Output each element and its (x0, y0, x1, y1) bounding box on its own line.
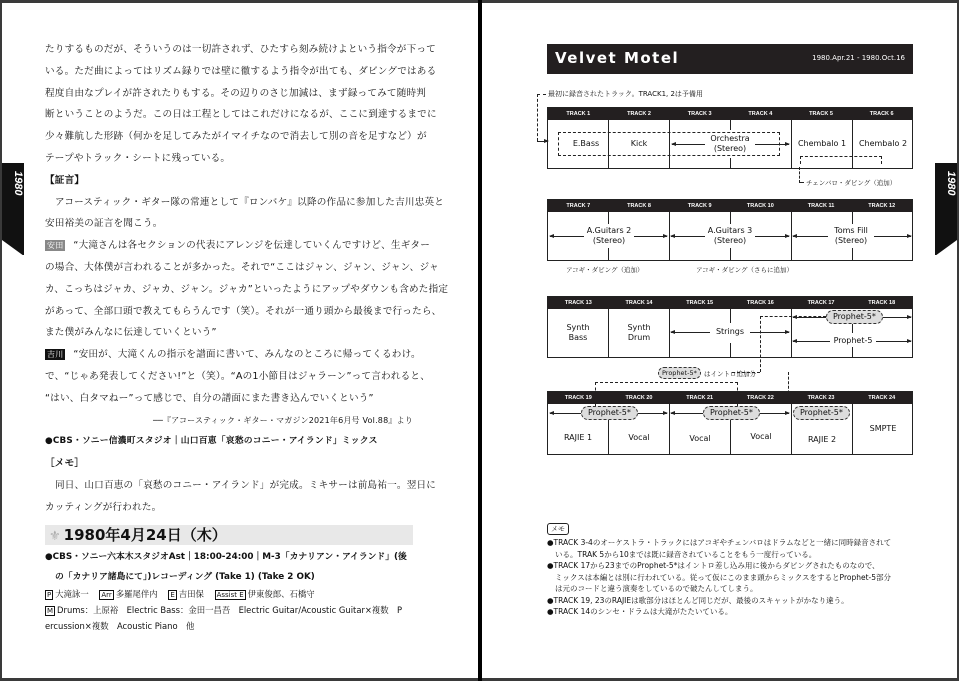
text-line: アコースティック・ギター隊の常連として『ロンバケ』以降の作品に参加した吉川忠英と (55, 196, 445, 208)
track-header: TRACK 1 (566, 111, 591, 117)
track-label: Prophet-5 (830, 336, 876, 346)
track-label: Vocal (741, 432, 781, 442)
quote-source: ──『アコースティック・ギター・マガジン2021年6月号 Vol.88』より (152, 415, 413, 425)
body-text (45, 39, 449, 519)
memo-heading: ［メモ］ (45, 458, 85, 470)
track-header: TRACK 13 (564, 300, 592, 306)
track-label (705, 134, 755, 154)
track-sheet-title-bar (547, 44, 913, 74)
label-line: A.Guitars 3 (707, 226, 753, 235)
track-label: RAJIE 2 (800, 435, 844, 445)
text-line: “大滝さんは各セクションの代表にアレンジを伝達していくんですけど、生ギター (73, 240, 430, 252)
divider (608, 309, 609, 357)
connector-line (732, 372, 760, 373)
divider (791, 404, 792, 454)
text-line: の場合、大体僕が言われることが多かった。それで“ここはジャン、ジャン、ジャン、ジャ (45, 261, 439, 273)
text-line: があって、全部口頭で教えてもらうんです（笑）。それが一通り頭から最後まで行ったら、 (45, 305, 442, 317)
session-title: ●CBS・ソニー六本木スタジオAst｜18:00-24:00｜M-3「カナリアン・アイランド」(後 (45, 552, 407, 562)
track-label (705, 226, 755, 246)
track-label: Kick (619, 139, 659, 149)
label-line: (Stereo) (713, 236, 747, 245)
speaker-tag-yoshikawa: 吉川 (47, 350, 64, 360)
credit-name: 吉田保 (178, 589, 204, 599)
track-row-4 (547, 391, 913, 455)
year-thumb-tab (935, 163, 957, 255)
label-line: Synth (627, 323, 651, 332)
label-line: (Stereo) (592, 236, 626, 245)
divider (608, 248, 609, 260)
track-header: TRACK 17 (807, 300, 835, 306)
annotation: チェンバロ・ダビング（追加） (806, 179, 897, 187)
role-box: Assist E (216, 591, 244, 599)
memo-item: ●TRACK 19, 23のRAJIEは歌部分はほとんど同じだが、最後のスキャットがかなり違う。 (547, 595, 849, 605)
year-tab-label: 1980 (945, 171, 957, 196)
track-header: TRACK 19 (564, 395, 592, 401)
date-text: 1980年4月24日（木） (63, 526, 227, 544)
memo-title: メモ (547, 523, 569, 535)
fleur-icon: ⚜ (49, 529, 61, 544)
role-box: E (170, 591, 175, 599)
connector-line (760, 316, 826, 372)
prophet-intro-pill: Prophet-5* (826, 310, 883, 324)
prophet-intro-pill: Prophet-5* (703, 406, 760, 420)
divider (730, 309, 731, 323)
track-label: Vocal (680, 434, 720, 444)
track-header: TRACK 12 (868, 203, 896, 209)
track-label: SMPTE (861, 424, 905, 434)
text-line: カッティングが行われた。 (45, 501, 162, 513)
track-label: Vocal (619, 433, 659, 443)
text-line: いる。ただ曲によってはリズム録りでは壁に徹するよう指令が出ても、ダビングではある (45, 65, 437, 77)
legend-text: はイントロ追加分 (704, 370, 756, 378)
divider (608, 418, 609, 454)
label-line: Synth (566, 323, 590, 332)
text-line: “はい、白タマねー”って感じで、自分の譜面にまた書き込んでいくという” (45, 392, 374, 404)
track-header: TRACK 22 (746, 395, 774, 401)
divider (852, 404, 853, 454)
song-title: Velvet Motel (555, 49, 680, 67)
musicians-line: ercussion×複数 Acoustic Piano 他 (45, 621, 195, 631)
right-page (482, 3, 957, 678)
text-line: 安田裕美の証言を聞こう。 (45, 218, 163, 230)
testimony-heading: 【証言】 (45, 174, 85, 186)
track-header: TRACK 7 (566, 203, 591, 209)
track-header: TRACK 2 (627, 111, 651, 117)
track-header: TRACK 21 (686, 395, 714, 401)
prophet-intro-pill: Prophet-5* (581, 406, 638, 420)
memo-section (547, 523, 927, 618)
year-thumb-tab (2, 163, 24, 255)
role-box: Arr (101, 591, 112, 599)
divider (730, 248, 731, 260)
annotation: アコギ・ダビング（さらに追加） (696, 266, 794, 274)
left-page (2, 3, 478, 678)
track-label: RAJIE 1 (556, 433, 600, 443)
musicians-line: Drums：上原裕 Electric Bass：金田一昌吾 Electric Guitar/Acoustic Guitar×複数 P (57, 605, 403, 615)
track-label: Strings (710, 327, 750, 337)
memo-item: ●TRACK 3-4のオーケストラ・トラックにはアコギやチェンバロはドラムなどと一緒に同時録音されて (547, 538, 892, 547)
track-row-1 (547, 107, 913, 169)
text-line: カ、こっちはジャカ、ジャカ、ジャン。ジャカ”といったようにアップやダウンも含めた指定 (45, 283, 449, 295)
date-header (45, 525, 413, 545)
track-row-3 (547, 296, 913, 358)
text-line: で、“じゃあ発表してください!”と（笑）。“Aの1小節目はジャラーン”って言われると、 (45, 370, 430, 382)
session-credits (45, 547, 415, 634)
track-header: TRACK 9 (687, 203, 712, 209)
memo-item: ●TRACK 17から23までのProphet-5*はイントロ差し込み用に後からダビングされたものなので、 (547, 561, 880, 570)
track-header: TRACK 20 (625, 395, 653, 401)
track-header: TRACK 24 (868, 395, 896, 401)
track-label (584, 226, 634, 246)
track-header: TRACK 11 (807, 203, 835, 209)
speaker-tag-yasuda: 安田 (47, 241, 64, 251)
track-header: TRACK 3 (687, 111, 712, 117)
text-line: “安田が、大滝くんの指示を譜面に書いて、みんなのところに帰ってくるわけ。 (73, 349, 421, 361)
divider (730, 212, 731, 224)
divider (852, 323, 853, 333)
role-box: M (47, 607, 54, 615)
credit-name: 伊東俊郎、石橋守 (247, 589, 315, 599)
track-header: TRACK 4 (748, 111, 773, 117)
text-line: 程度自由なプレイが許されたりもする。その辺りのさじ加減は、まず録ってみて随時判 (45, 87, 427, 99)
divider (730, 418, 731, 454)
text-line: また僕がみんなに伝達していくという” (45, 327, 217, 339)
divider (730, 158, 731, 168)
annotation: 最初に録音されたトラック。TRACK1, 2は予備用 (548, 90, 703, 98)
text-line: テープやトラック・シートに残っている。 (45, 152, 231, 164)
memo-item: ミックスは本編とは別に行われている。従って仮にこのまま頭からミックスをするとProphet-5部分 (555, 572, 891, 582)
track-header: TRACK 18 (868, 300, 896, 306)
label-line: Drum (627, 333, 651, 342)
track-header: TRACK 8 (627, 203, 651, 209)
track-header: TRACK 16 (746, 300, 774, 306)
memo-item: は元のコードと違う演奏をしているので破たんしてしまう。 (555, 584, 758, 593)
label-line: A.Guitars 2 (586, 226, 632, 235)
session-title: ●CBS・ソニー信濃町スタジオ｜山口百恵「哀愁のコニー・アイランド」ミックス (45, 436, 378, 447)
label-line: Bass (568, 333, 588, 342)
date-range: 1980.Apr.21 - 1980.Oct.16 (812, 54, 905, 62)
memo-item: いる。TRAK 5から10までは既に録音されていることをもう一度行っている。 (555, 549, 817, 559)
year-tab-label: 1980 (12, 171, 24, 196)
connector-line (537, 94, 546, 141)
annotation: アコギ・ダビング（追加） (566, 266, 644, 274)
prophet-intro-pill: Prophet-5* (793, 406, 850, 420)
session-title: の「カナリア諸島にて」)レコーディング (Take 1) (Take 2 OK) (55, 572, 315, 582)
track-header: TRACK 15 (686, 300, 714, 306)
label-line: Toms Fill (834, 226, 868, 235)
legend-pill: Prophet-5* (658, 367, 701, 379)
text-line: たりするものだが、そういうのは一切許されず、ひたすら刻み続けよという指令が下って (45, 44, 436, 55)
role-box: P (47, 591, 52, 599)
track-label (558, 323, 598, 343)
divider (852, 347, 853, 357)
track-label: Chembalo 2 (855, 139, 911, 149)
connector-line (799, 167, 804, 183)
divider (791, 120, 792, 168)
track-header: TRACK 23 (807, 395, 835, 401)
label-line: (Stereo) (834, 236, 868, 245)
divider (730, 343, 731, 357)
divider (852, 248, 853, 260)
text-line: 少々難航した形跡（何かを足してみたがイマイチなので消去して別の音を足すなど）が (45, 131, 427, 143)
track-label: Chembalo 1 (794, 139, 850, 149)
credit-name: 大滝詠一 (55, 589, 89, 599)
track-header: TRACK 10 (746, 203, 774, 209)
track-row-2 (547, 199, 913, 261)
track-header: TRACK 6 (869, 111, 894, 117)
credit-name: 多羅尾伴内 (115, 589, 158, 599)
connector-line (800, 156, 882, 164)
text-line: 断ということのようだ。この日は工程としてはこれだけになるが、ここに到達するまでに (45, 109, 437, 121)
divider (852, 212, 853, 224)
label-line: Orchestra (710, 134, 750, 143)
divider (730, 120, 731, 130)
track-label (828, 226, 874, 246)
track-label: E.Bass (566, 139, 606, 149)
text-line: 同日、山口百恵の「哀愁のコニー・アイランド」が完成。ミキサーは前島祐一。翌日に (55, 479, 437, 491)
staff-credits (45, 587, 415, 603)
track-header: TRACK 14 (625, 300, 653, 306)
track-header: TRACK 5 (809, 111, 833, 117)
divider (608, 212, 609, 224)
label-line: (Stereo) (713, 144, 747, 153)
memo-item: ●TRACK 14のシンセ・ドラムは大滝がたたいている。 (547, 607, 733, 616)
track-label (619, 323, 659, 343)
